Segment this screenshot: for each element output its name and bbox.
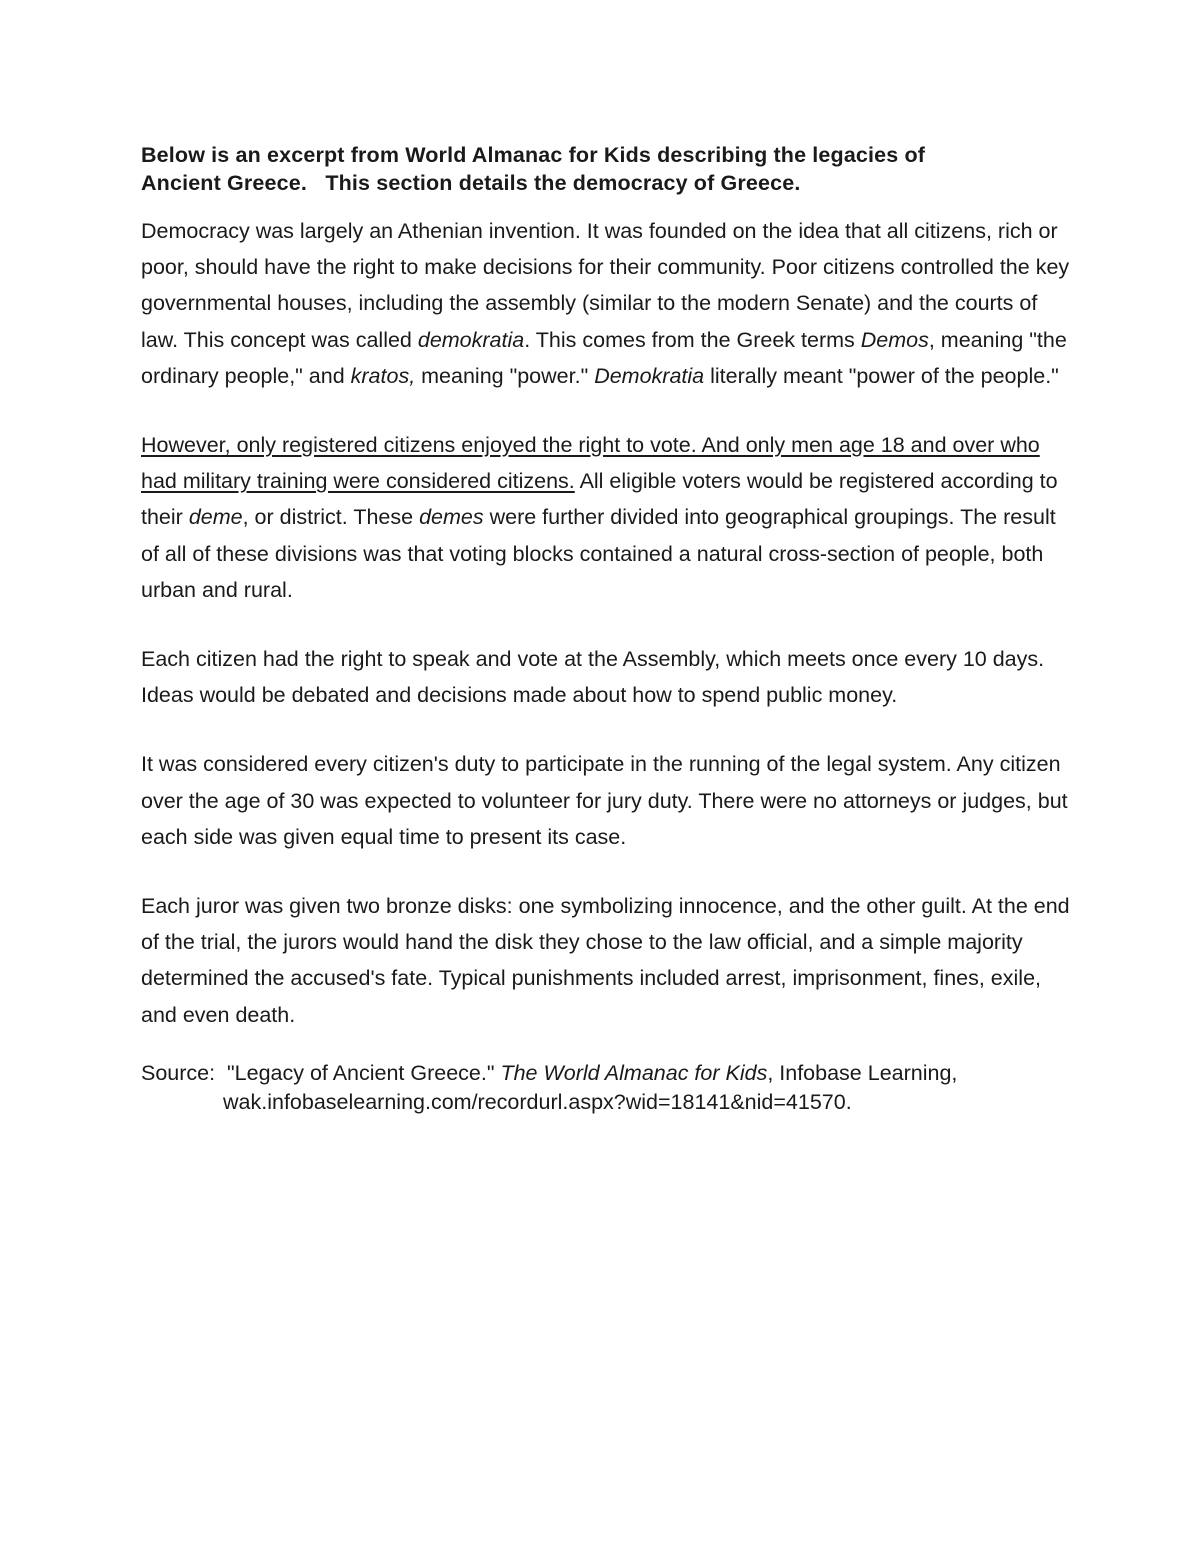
underlined-statement: However, only registered citizens enjoyed the right to vote. And only men age 18 and over who had military training were considered citizens. xyxy=(141,433,1040,494)
term-demokratia: demokratia xyxy=(417,327,525,352)
term-demokratia-2: Demokratia xyxy=(594,363,705,388)
term-demos: Demos xyxy=(860,327,929,352)
paragraph-jurors: Each juror was given two bronze disks: one symbolizing innocence, and the other guilt. At the end of the trial, the jurors would hand the disk they chose to the law official, and a simple majority determined the accused's fate. Typical punishments included arrest, imprisonment, fines, exile, and even death. xyxy=(141,894,1070,1027)
text-run: , meaning "the ordinary people," and xyxy=(141,327,1067,388)
text-run: All eligible voters would be registered according to their xyxy=(141,469,1058,530)
text-run: . This comes from the Greek terms xyxy=(524,327,861,352)
term-demes: demes xyxy=(419,505,484,530)
term-deme: deme xyxy=(188,505,243,530)
intro-line-1: Below is an excerpt from World Almanac for Kids describing the legacies of xyxy=(141,143,926,167)
source-citation xyxy=(141,1059,1071,1117)
source-url: wak.infobaselearning.com/recordurl.aspx?wid=18141&nid=41570. xyxy=(223,1089,852,1114)
source-publication: The World Almanac for Kids xyxy=(500,1060,768,1085)
text-run: , or district. These xyxy=(242,505,420,530)
document-page xyxy=(141,141,1071,1117)
paragraph-democracy-origin xyxy=(141,213,1071,394)
source-label: Source: "Legacy of Ancient Greece." xyxy=(141,1060,501,1085)
intro-line-2: Ancient Greece. This section details the democracy of Greece. xyxy=(141,171,801,195)
text-run: meaning "power." xyxy=(415,363,595,388)
paragraph-assembly: Each citizen had the right to speak and vote at the Assembly, which meets once every 10 days. Ideas would be debated and decisions made about how to spend public money. xyxy=(141,647,1045,708)
paragraph-legal-system: It was considered every citizen's duty to participate in the running of the legal system. Any citizen over the age of 30 was expected to volunteer for jury duty. There were no attorneys or judges, but each side was given equal time to present its case. xyxy=(141,752,1068,849)
text-run: literally meant "power of the people." xyxy=(704,363,1059,388)
intro-heading xyxy=(141,141,1071,197)
text-run: were further divided into geographical groupings. The result of all of these divisions was that voting blocks contained a natural cross-section of people, both urban and rural. xyxy=(141,505,1056,602)
paragraph-registered-citizens xyxy=(141,427,1071,608)
text-run: Democracy was largely an Athenian invention. It was founded on the idea that all citizens, rich or poor, should have the right to make decisions for their community. Poor citizens controlled the key governmental houses, including the assembly (similar to the modern Senate) and the courts of law. This concept was called xyxy=(141,219,1070,352)
source-publisher: , Infobase Learning, xyxy=(767,1060,958,1085)
term-kratos: kratos, xyxy=(350,363,416,388)
